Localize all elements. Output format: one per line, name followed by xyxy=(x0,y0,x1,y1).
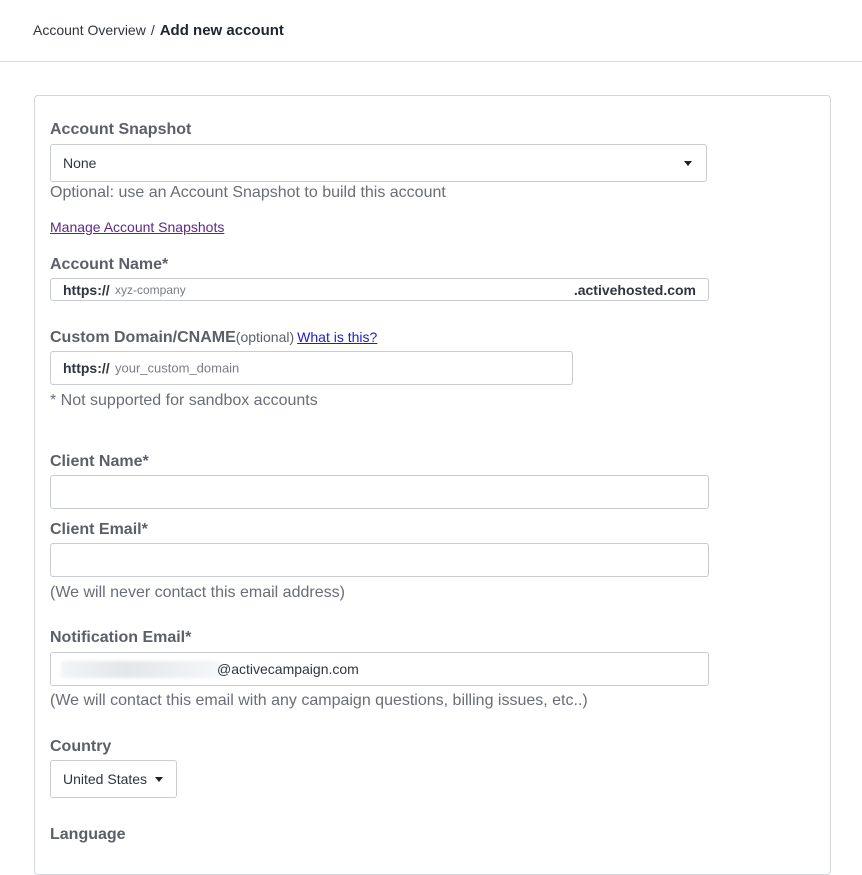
notification-email-input[interactable] xyxy=(50,652,709,686)
country-select[interactable] xyxy=(50,760,177,798)
notification-email-suffix: @activecampaign.com xyxy=(217,661,359,677)
client-email-help: (We will never contact this email address) xyxy=(50,584,345,601)
custom-domain-label xyxy=(50,329,377,347)
client-name-label: Client Name* xyxy=(50,453,149,470)
account-snapshot-value: None xyxy=(63,155,97,171)
custom-domain-input[interactable] xyxy=(50,351,573,385)
account-name-label: Account Name* xyxy=(50,256,169,273)
account-name-prefix: https:// xyxy=(63,281,110,298)
breadcrumb xyxy=(33,22,284,39)
account-snapshot-select[interactable] xyxy=(50,144,707,182)
notification-email-help: (We will contact this email with any campaign questions, billing issues, etc..) xyxy=(50,692,588,709)
redacted-email-prefix xyxy=(61,661,221,678)
header-bar xyxy=(0,0,862,62)
language-label: Language xyxy=(50,826,126,843)
custom-domain-note: * Not supported for sandbox accounts xyxy=(50,392,318,409)
account-name-suffix: .activehosted.com xyxy=(573,281,696,298)
client-email-input[interactable] xyxy=(50,543,709,577)
custom-domain-optional: (optional) xyxy=(235,329,295,345)
account-name-placeholder: xyz-company xyxy=(115,282,186,297)
country-value: United States xyxy=(63,771,148,787)
account-snapshot-label: Account Snapshot xyxy=(50,121,192,138)
account-name-input[interactable] xyxy=(50,278,709,301)
breadcrumb-parent-link[interactable]: Account Overview xyxy=(33,22,146,38)
chevron-down-icon xyxy=(684,161,692,166)
custom-domain-placeholder: your_custom_domain xyxy=(115,360,240,376)
client-name-input[interactable] xyxy=(50,475,709,509)
manage-snapshots-link[interactable]: Manage Account Snapshots xyxy=(50,219,225,235)
custom-domain-prefix: https:// xyxy=(63,360,110,376)
country-label: Country xyxy=(50,738,112,755)
client-email-label: Client Email* xyxy=(50,521,148,538)
notification-email-label: Notification Email* xyxy=(50,629,192,646)
breadcrumb-separator: / xyxy=(150,22,155,38)
account-snapshot-help: Optional: use an Account Snapshot to build this account xyxy=(50,184,446,201)
page-title: Add new account xyxy=(159,22,284,39)
what-is-this-link[interactable]: What is this? xyxy=(297,329,378,345)
custom-domain-label-text: Custom Domain/CNAME xyxy=(50,329,236,346)
chevron-down-icon xyxy=(155,777,163,782)
